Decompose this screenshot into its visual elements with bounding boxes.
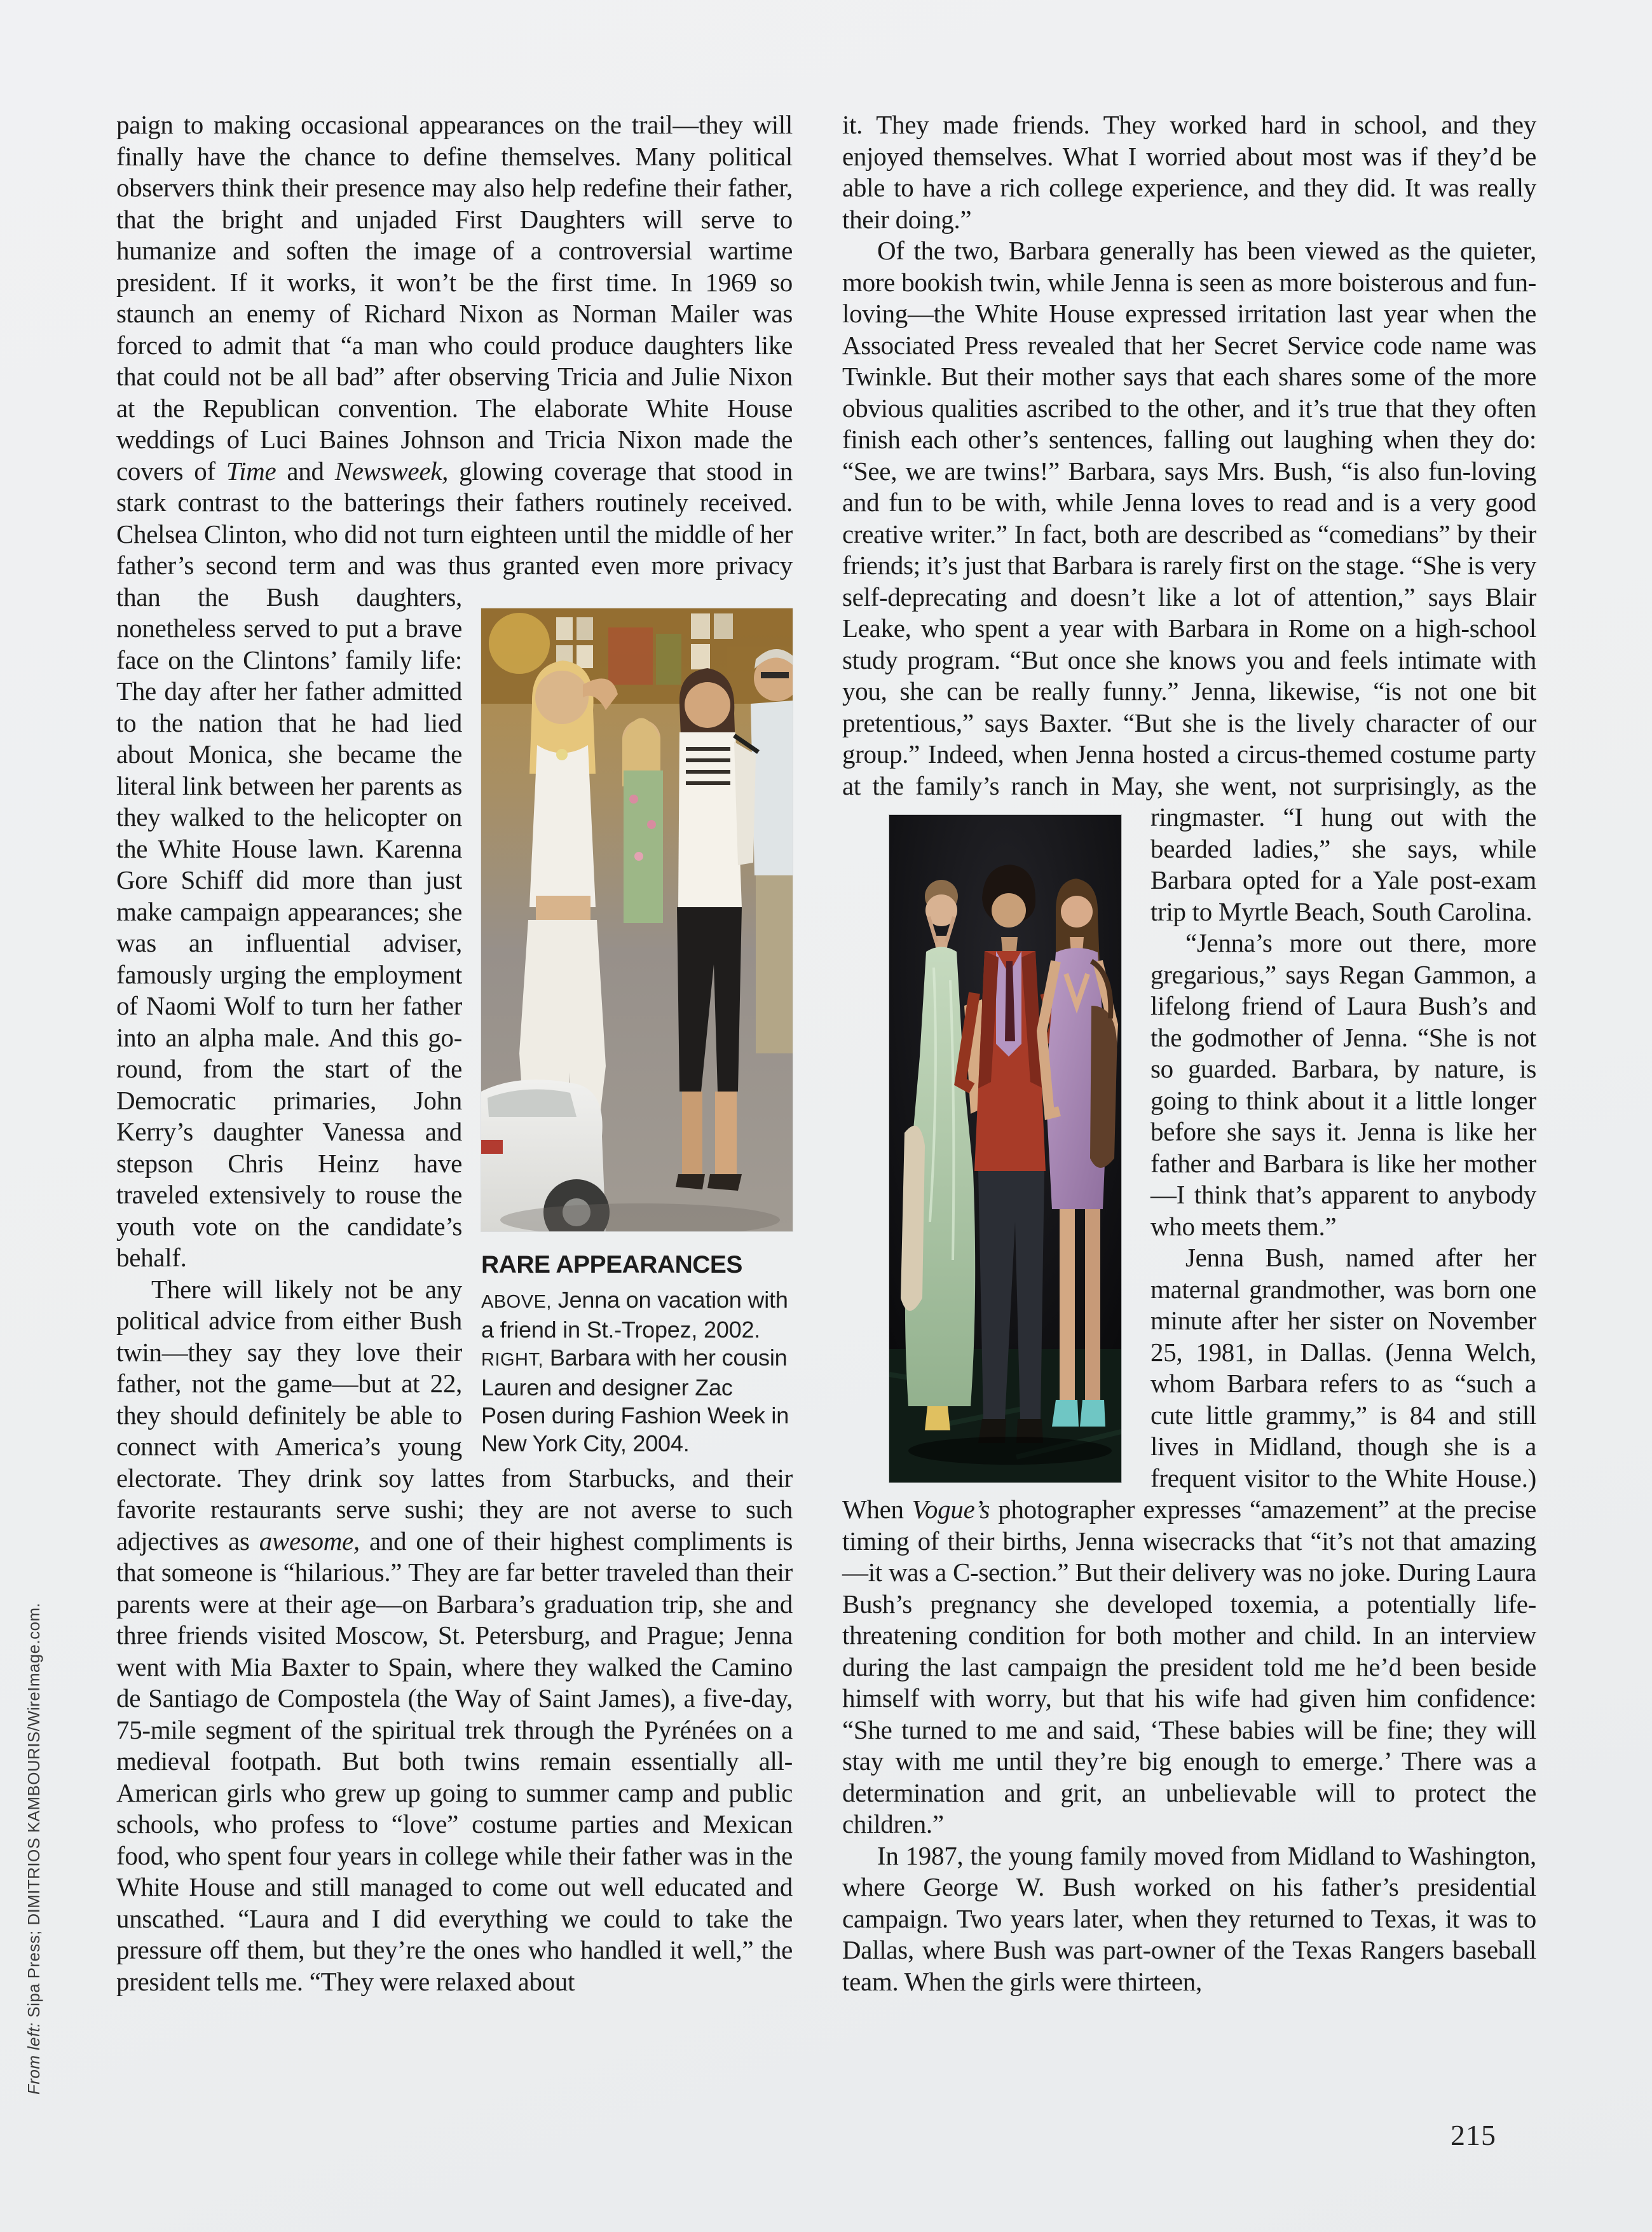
body-paragraph: “Jenna’s more out there, more gregarious,” says Regan Gammon, a lifelong friend of Laura Bush’s and the godmother of Jenna. “She is not so guarded. Barbara, by nature, is going to think about it a little longer before she says it. Jenna is like her father and Barbara is like her mother—I think that’s apparent to anybody who meets them.”	[1150, 928, 1536, 1241]
left-column	[116, 109, 793, 1997]
photo-caption	[481, 1250, 793, 1458]
st-tropez-photo-block	[462, 608, 793, 1456]
photo-credit: From left: Sipa Press; DIMITRIOS KAMBOURIS/WireImage.com.	[24, 1602, 43, 2095]
fashion-week-photo-illustration	[889, 815, 1121, 1482]
st-tropez-photo-illustration	[481, 608, 793, 1231]
background-girl-figure	[622, 718, 663, 924]
photo-caption-text: ABOVE, Jenna on vacation with a friend in St.-Tropez, 2002. RIGHT, Barbara with her cousin Lauren and designer Zac Posen during Fashion Week in New York City, 2004.	[481, 1287, 789, 1456]
man-figure	[751, 649, 793, 1053]
body-paragraph: There will likely not be any political advice from either Bush twin—they say they love their father, not the game—but at 22, they should definitely be able to connect with America’s young electorate. They drink soy lattes from Starbucks, and their favorite restaurants serve sushi; they are not averse to such adjectives as awesome, and one of their highest compliments is that someone is “hilarious.” They are far better traveled than their parents were at their age—on Barbara’s graduation trip, she and three friends visited Moscow, St. Petersburg, and Prague; Jenna went with Mia Baxter to Spain, where they walked the Camino de Santiago de Compostela (the Way of Saint James), a five-day, 75-mile segment of the spiritual trek through the Pyrénées on a medieval footpath. But both twins remain essentially all-American girls who grew up going to summer camp and public schools, who profess to “love” costume parties and Mexican food, who spent four years in college while their father was in the White House and still managed to come out well educated and unscathed. “Laura and I did everything we could to take the pressure off them, but they’re the ones who handled it well,” the president tells me. “They were relaxed about	[116, 1274, 793, 1996]
photo-caption-title: RARE APPEARANCES	[481, 1251, 742, 1278]
st-tropez-photo	[481, 608, 793, 1231]
body-paragraph: it. They made friends. They worked hard in school, and they enjoyed themselves. What I worried about most was if they’d be able to have a rich college experience, and they did. It was really their doing.”	[842, 110, 1536, 234]
page-number: 215	[1451, 2119, 1496, 2151]
fashion-week-photo	[889, 815, 1121, 1482]
body-paragraph: Jenna Bush, named after her maternal grandmother, was born one minute after her sister on November 25, 1981, in Dallas. (Jenna Welch, whom Barbara refers to as “such a cute little grammy,” is 84 and still lives in Midland, though she is a frequent visitor to the White House.) When Vogue’s photographer expresses “amazement” at the precise timing of their births, Jenna wisecracks that “it’s not that amazing—it was a C-section.” But their delivery was no joke. During Laura Bush’s pregnancy she developed toxemia, a potentially life-threatening condition for both mother and child. In an interview during the last campaign the president told me he’d been beside himself with worry, but that his wife had given him confidence: “She turned to me and said, ‘These babies will be fine; they will stay with me until they’re big enough to emerge.’ There was a determination and grit, an unbelievable will to protect the children.”	[842, 1243, 1536, 1838]
shop-background	[481, 608, 793, 704]
body-paragraph: paign to making occasional appearances on the trail—they will finally have the chance to define themselves. Many political observers think their presence may also help redefine their father, that the bright and unjaded First Daughters will serve to humanize and soften the image of a controversial wartime president. If it works, it won’t be the first time. In 1969 so staunch an enemy of Richard Nixon as Norman Mailer was forced to admit that “a man who could produce daughters like that could not be all bad” after observing Tricia and Julie Nixon at the Republican convention. The elaborate White House weddings of Luci Baines Johnson and Tricia Nixon made the covers of Time and Newsweek, glowing coverage that stood in stark contrast to the batterings their fathers routinely received. Chelsea Clinton, who did not turn eighteen until the middle of her father’s second term and was thus granted even more privacy than the Bush daughters, nonetheless served to put a brave face on the Clintons’ family life: The day after her father admitted to the nation that he had lied about Monica, she became the literal link between her parents as they walked to the helicopter on the White House lawn. Karenna Gore Schiff did more than just make campaign appearances; she was an influential adviser, famously urging the employment of Naomi Wolf to turn her father into an alpha male. And this go-round, from the start of the Democratic primaries, John Kerry’s daughter Vanessa and stepson Chris Heinz have traveled extensively to rouse the youth vote on the candidate’s behalf.	[116, 110, 793, 1272]
fashion-week-photo-block	[842, 815, 1150, 1489]
body-paragraph: Of the two, Barbara generally has been viewed as the quieter, more bookish twin, while Jenna is seen as more boisterous and fun-loving—the White House expressed irritation last year when the Associated Press revealed that her Secret Service code name was Twinkle. But their mother says that each shares some of the more obvious qualities ascribed to the other, and it’s true that they often finish each other’s sentences, falling out laughing when they do: “See, we are twins!” Barbara, says Mrs. Bush, “is also fun-loving and fun to be with, while Jenna loves to read and is a very good creative writer.” In fact, both are described as “comedians” by their friends; it’s just that Barbara is rarely first on the stage. “She is very self-deprecating and doesn’t like a lot of attention,” says Blair Leake, who spent a year with Barbara in Rome on a high-school study program. “But once she knows you and feels intimate with you, she can be really funny.” Jenna, likewise, “is not one bit pretentious,” says Baxter. “But she is the lively character of our group.” Indeed, when Jenna hosted a circus-themed costume party at the family’s ranch in May, she went, not surprisingly, as the ringmaster. “I hung out with the bearded ladies,” she says, while Barbara opted for a Yale post-exam trip to Myrtle Beach, South Carolina.	[842, 236, 1536, 926]
body-paragraph: In 1987, the young family moved from Midland to Washington, where George W. Bush worked on his father’s presidential campaign. Two years later, when they returned to Texas, it was to Dallas, where Bush was part-owner of the Texas Rangers baseball team. When the girls were thirteen,	[842, 1840, 1536, 1996]
right-column	[842, 109, 1536, 1997]
